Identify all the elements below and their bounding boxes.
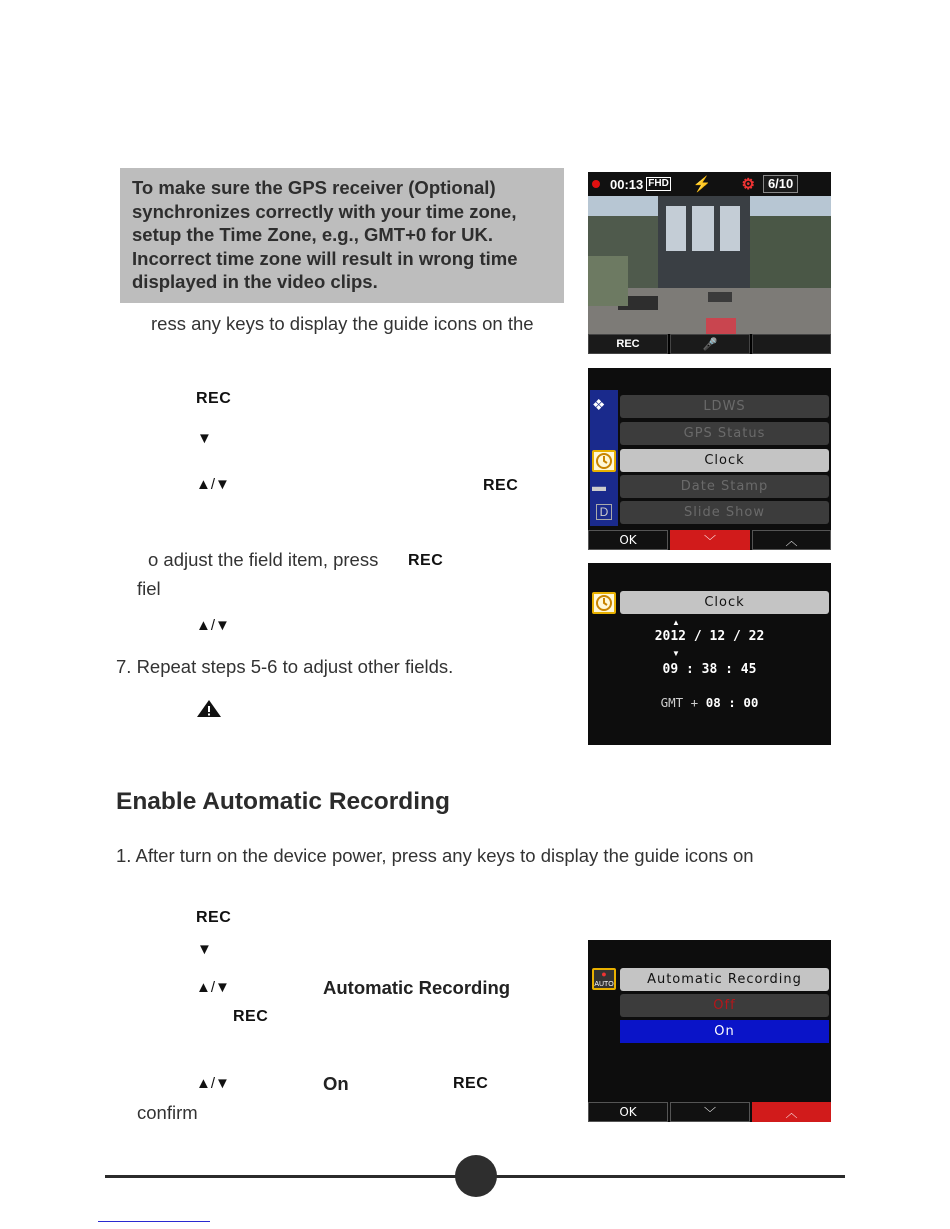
rec-label: REC [483, 477, 519, 494]
option-off[interactable]: Off [620, 994, 829, 1017]
camera-status-bar [588, 172, 831, 196]
rec-label: REC [196, 390, 232, 407]
up-down-arrow-icon: ▲/▼ [196, 617, 230, 634]
link-underline [98, 1221, 210, 1222]
up-softkey-icon[interactable]: ﹀ [670, 530, 750, 550]
gmt-value: 08 : 00 [705, 695, 759, 710]
clock-icon [592, 450, 616, 472]
note-line: displayed in the video clips. [132, 271, 378, 292]
wrench-icon: ❖ [592, 397, 606, 414]
alarm-icon: ⚙ [741, 176, 755, 193]
note-box [120, 168, 564, 303]
page-number-circle [455, 1155, 497, 1197]
camera-softkeys [588, 334, 831, 354]
rec-label: REC [453, 1075, 489, 1092]
down-softkey-icon[interactable]: ︿ [752, 1102, 831, 1122]
confirm-text: confirm [137, 1102, 198, 1123]
auto-record-icon: ● AUTO [592, 968, 616, 990]
auto-record-title: Automatic Recording [620, 968, 829, 991]
automatic-recording-label: Automatic Recording [323, 977, 511, 998]
auto-step-1-text: 1. After turn on the device power, press any keys to display the guide icons on [116, 845, 754, 866]
note-line: Incorrect time zone will result in wrong time [132, 247, 518, 269]
menu-screen [588, 368, 831, 550]
empty-softkey[interactable] [752, 334, 831, 354]
slideshow-icon: D [596, 504, 612, 520]
note-line: synchronizes correctly with your time zone, [132, 200, 517, 222]
ok-softkey[interactable]: OK [588, 1102, 668, 1122]
menu-item-ldws[interactable]: LDWS [620, 395, 829, 418]
clock-screen [588, 563, 831, 745]
up-down-arrow-icon: ▲/▼ [196, 979, 230, 996]
gps-plug-icon: ⚡ [692, 176, 712, 193]
record-dot-icon [592, 180, 600, 188]
menu-item-date-stamp[interactable]: Date Stamp [620, 475, 829, 498]
warning-icon [196, 699, 222, 719]
note-line: To make sure the GPS receiver (Optional) [132, 177, 496, 198]
menu-softkeys [588, 530, 831, 550]
resolution-badge: FHD [648, 178, 669, 189]
clock-icon [592, 592, 616, 614]
menu-item-clock[interactable]: Clock [620, 449, 829, 472]
note-line: setup the Time Zone, e.g., GMT+0 for UK. [132, 224, 493, 245]
caret-up-icon: ▲ [672, 618, 680, 627]
auto-record-screen [588, 940, 831, 1122]
step-7-text: 7. Repeat steps 5-6 to adjust other fields. [116, 656, 454, 677]
menu-item-slide-show[interactable]: Slide Show [620, 501, 829, 524]
elapsed-time: 00:13 [610, 176, 644, 192]
rec-label: REC [196, 909, 232, 926]
file-counter: 6/10 [763, 175, 798, 193]
section-title: Enable Automatic Recording [116, 788, 450, 815]
mic-mute-softkey-icon[interactable]: 🎤 [670, 334, 750, 354]
rec-label: REC [233, 1008, 269, 1025]
step-6-cont-text: fiel [137, 578, 161, 599]
on-label: On [323, 1073, 349, 1094]
option-on[interactable]: On [620, 1020, 829, 1043]
rec-label: REC [408, 552, 444, 569]
up-down-arrow-icon: ▲/▼ [196, 476, 230, 493]
clock-time[interactable]: 09 : 38 : 45 [662, 662, 757, 677]
menu-item-gps-status[interactable]: GPS Status [620, 422, 829, 445]
step-6-text: o adjust the field item, press [148, 549, 379, 570]
gmt-prefix: GMT + [660, 695, 699, 710]
stamp-icon: ▬ [592, 478, 606, 494]
down-softkey-icon[interactable]: ︿ [752, 530, 831, 550]
down-arrow-icon: ▼ [197, 941, 212, 958]
clock-timezone[interactable] [588, 695, 831, 710]
street-scene-image [588, 196, 831, 334]
step-1-text: ress any keys to display the guide icons on the [151, 313, 534, 334]
auto-softkeys [588, 1102, 831, 1122]
rec-softkey[interactable]: REC [588, 334, 668, 354]
caret-down-icon: ▼ [672, 649, 680, 658]
up-softkey-icon[interactable]: ﹀ [670, 1102, 750, 1122]
camera-screen [588, 172, 831, 354]
clock-date[interactable]: 2012 / 12 / 22 [654, 629, 765, 644]
down-arrow-icon: ▼ [197, 430, 212, 447]
ok-softkey[interactable]: OK [588, 530, 668, 550]
clock-title: Clock [620, 591, 829, 614]
up-down-arrow-icon: ▲/▼ [196, 1075, 230, 1092]
